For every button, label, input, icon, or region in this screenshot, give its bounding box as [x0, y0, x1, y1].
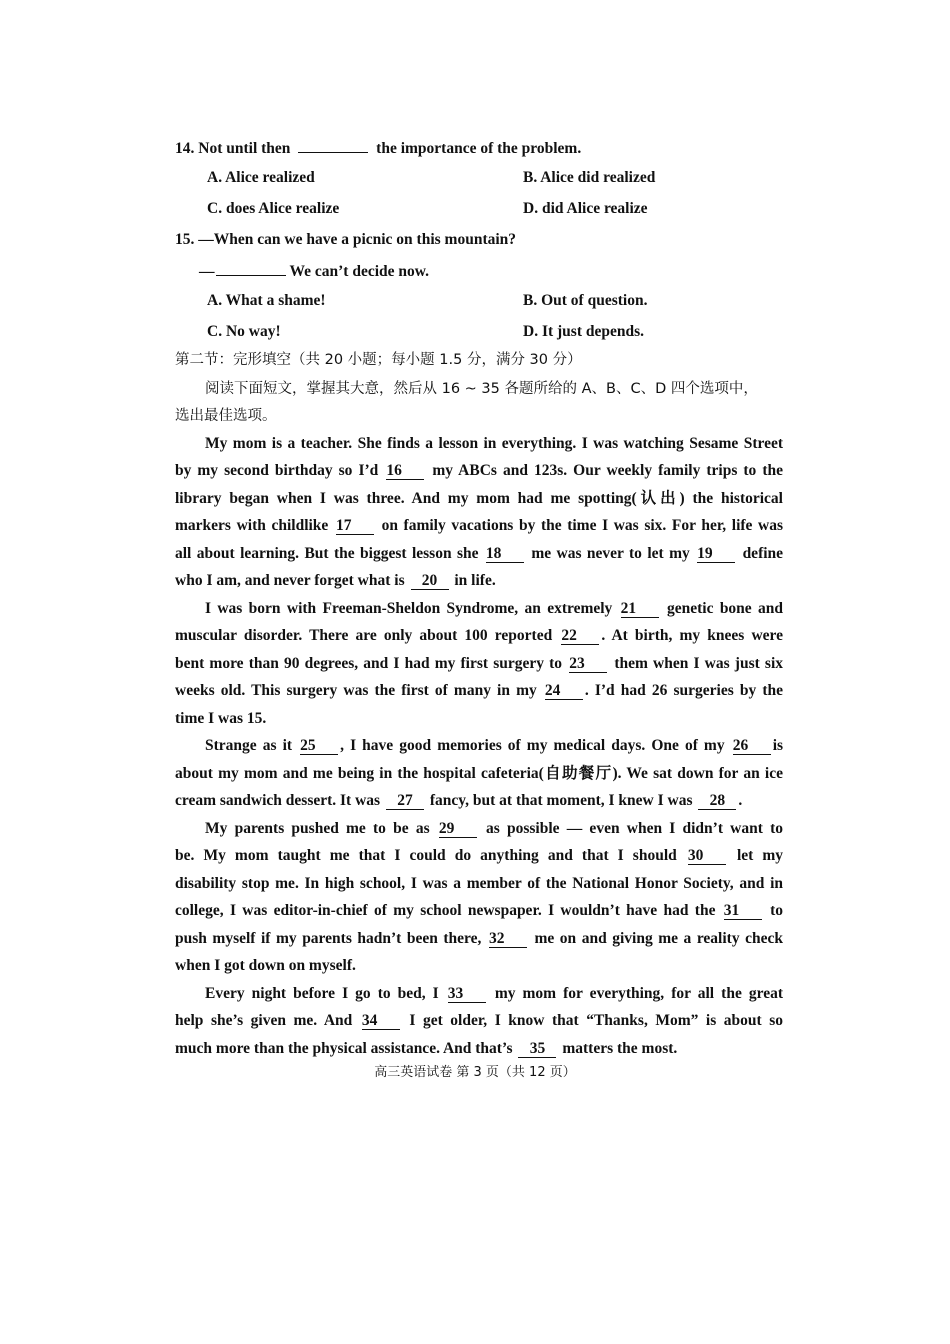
q14-stem-start: 14. Not until then: [175, 140, 291, 157]
passage-line: [205, 984, 783, 1004]
cloze-blank-32: 32: [489, 930, 527, 948]
passage-text: Strange as it: [205, 737, 293, 754]
passage-line: [175, 544, 783, 564]
passage-text: my mom for everything, for all the great: [494, 985, 784, 1002]
cloze-blank-30: 30: [688, 847, 726, 865]
cloze-blank-29: 29: [439, 820, 477, 838]
passage-text: all about learning. But the biggest lesson she: [175, 545, 479, 562]
page-footer: 高三英语试卷 第 3 页（共 12 页）: [374, 1065, 576, 1080]
q14-stem: [175, 137, 581, 159]
cloze-blank-35: 35: [518, 1040, 556, 1058]
section-title: 第二节：完形填空（共 20 小题；每小题 1.5 分，满分 30 分）: [175, 352, 582, 368]
passage-text: push myself if my parents hadn’t been there,: [175, 930, 482, 947]
passage-text: I get older, I know that “Thanks, Mom” is about so: [409, 1012, 784, 1029]
q15-option-d: D. It just depends.: [523, 323, 645, 340]
passage-text: .: [738, 792, 743, 809]
passage-text: help she’s given me. And: [175, 1012, 353, 1029]
passage-text: weeks old. This surgery was the first of many in my: [175, 682, 537, 699]
q15-reply: [199, 260, 429, 282]
q14-option-c: C. does Alice realize: [207, 200, 340, 217]
cloze-blank-22: 22: [561, 627, 599, 645]
passage-text: them when I was just six: [614, 655, 784, 672]
passage-text: . At birth, my knees were: [601, 627, 783, 644]
passage-text: cream sandwich dessert. It was: [175, 792, 381, 809]
passage-line: [205, 819, 783, 839]
passage-text: me was never to let my: [531, 545, 690, 562]
passage-line: [175, 929, 783, 949]
passage-line: My mom is a teacher. She finds a lesson in everything. I was watching Sesame Street: [205, 435, 783, 452]
passage-line: library began when I was three. And my mom had me spotting(认出) the historical: [175, 490, 783, 507]
q15-answer-blank: [216, 260, 286, 276]
passage-text: let my: [736, 847, 784, 864]
cloze-blank-27: 27: [386, 792, 424, 810]
passage-line: when I got down on myself.: [175, 957, 356, 974]
passage-text: My parents pushed me to be as: [205, 820, 430, 837]
passage-text: matters the most.: [562, 1040, 678, 1057]
passage-line: [205, 736, 783, 756]
q15-option-b: B. Out of question.: [523, 292, 648, 309]
passage-text: Every night before I go to bed, I: [205, 985, 439, 1002]
q14-option-b: B. Alice did realized: [523, 169, 656, 186]
passage-text: college, I was editor-in-chief of my school newspaper. I wouldn’t have had the: [175, 902, 716, 919]
passage-text: define: [742, 545, 784, 562]
passage-text: genetic bone and: [667, 600, 784, 617]
q14-option-d: D. did Alice realize: [523, 200, 648, 217]
passage-text: in life.: [454, 572, 496, 589]
cloze-blank-33: 33: [448, 985, 486, 1003]
passage-line: [175, 626, 783, 646]
cloze-blank-21: 21: [621, 600, 659, 618]
cloze-blank-17: 17: [336, 517, 374, 535]
passage-text: much more than the physical assistance. And that’s: [175, 1040, 513, 1057]
passage-text: . I’d had 26 surgeries by the: [584, 682, 783, 699]
passage-text: on family vacations by the time I was six. For her, life was: [381, 517, 784, 534]
cloze-blank-24: 24: [545, 682, 583, 700]
passage-text: , I have good memories of my medical days. One of my: [340, 737, 725, 754]
passage-line: [175, 461, 783, 481]
cloze-blank-31: 31: [724, 902, 762, 920]
passage-line: [175, 681, 783, 701]
passage-text: fancy, but at that moment, I knew I was: [429, 792, 693, 809]
q15-reply-text: We can’t decide now.: [289, 263, 429, 280]
passage-line: [175, 1039, 677, 1059]
passage-line: [175, 901, 783, 921]
passage-text: by my second birthday so I’d: [175, 462, 379, 479]
cloze-blank-18: 18: [486, 545, 524, 563]
cloze-blank-34: 34: [362, 1012, 400, 1030]
section-instruction-line1: 阅读下面短文，掌握其大意，然后从 16 ~ 35 各题所给的 A、B、C、D 四个选项中，: [205, 381, 758, 397]
passage-line: disability stop me. In high school, I was a member of the National Honor Society, and in: [175, 875, 783, 892]
passage-line: about my mom and me being in the hospital cafeteria(自助餐厅). We sat down for an ice: [175, 765, 783, 782]
section-instruction-line2: 选出最佳选项。: [175, 408, 277, 424]
q15-reply-dash: —: [199, 263, 215, 280]
q15-stem: 15. —When can we have a picnic on this mountain?: [175, 231, 517, 248]
passage-text: as possible — even when I didn’t want to: [486, 820, 784, 837]
cloze-blank-23: 23: [569, 655, 607, 673]
passage-text: be. My mom taught me that I could do anything and that I should: [175, 847, 677, 864]
passage-text: bent more than 90 degrees, and I had my first surgery to: [175, 655, 563, 672]
cloze-blank-16: 16: [386, 462, 424, 480]
q14-stem-end: the importance of the problem.: [376, 140, 582, 157]
q15-option-a: A. What a shame!: [207, 292, 326, 309]
passage-text: to: [770, 902, 783, 919]
q14-answer-blank: [298, 137, 368, 153]
q15-option-c: C. No way!: [207, 323, 281, 340]
q14-option-a: A. Alice realized: [207, 169, 315, 186]
cloze-blank-26: 26: [733, 737, 771, 755]
passage-text: muscular disorder. There are only about 100 reported: [175, 627, 553, 644]
passage-line: [175, 791, 742, 811]
passage-line: [175, 654, 783, 674]
passage-line: [175, 516, 783, 536]
passage-line: [175, 571, 496, 591]
passage-line: [175, 1011, 783, 1031]
passage-line: [175, 846, 783, 866]
passage-text: who I am, and never forget what is: [175, 572, 405, 589]
passage-text: my ABCs and 123s. Our weekly family trips to the: [432, 462, 783, 479]
cloze-blank-19: 19: [697, 545, 735, 563]
passage-line: [205, 599, 783, 619]
passage-text: markers with childlike: [175, 517, 329, 534]
passage-text: I was born with Freeman-Sheldon Syndrome, an extremely: [205, 600, 613, 617]
passage-text: is: [772, 737, 784, 754]
passage-line: time I was 15.: [175, 710, 267, 727]
cloze-blank-25: 25: [300, 737, 338, 755]
passage-text: me on and giving me a reality check: [534, 930, 783, 947]
cloze-blank-28: 28: [698, 792, 736, 810]
cloze-blank-20: 20: [411, 572, 449, 590]
